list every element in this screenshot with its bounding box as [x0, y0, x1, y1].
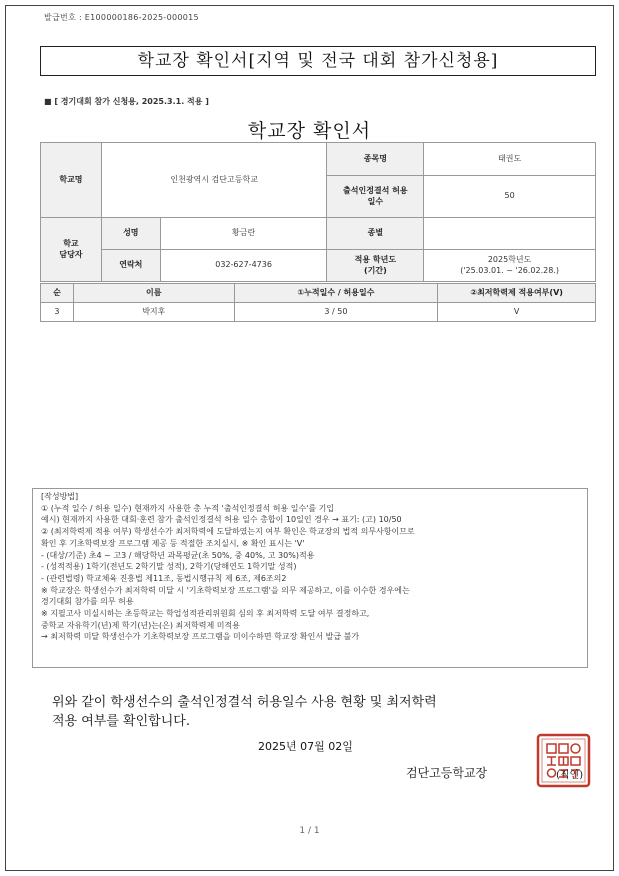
note-line: 확인 후 기초학력보장 프로그램 제공 등 적절한 조치실시, ※ 확인 표시는 'V' [41, 538, 305, 548]
section-label: ■ [ 경기대회 참가 신청용, 2025.3.1. 적용 ] [44, 97, 209, 106]
school-year-value-line1: 2025학년도 [487, 255, 532, 265]
contact-label: 연락처 [101, 250, 160, 282]
name-value: 황금란 [160, 218, 327, 250]
note-line: 경기대회 참가를 의무 허용 [41, 597, 134, 607]
note-line: - (대상/기준) 초4 ~ 고3 / 해당학년 과목평균(초 50%, 중 40%, 고 30%)적용 [41, 550, 315, 560]
allowed-days-value: 50 [424, 176, 596, 218]
event-value: 태권도 [424, 143, 596, 176]
confirmation-statement [52, 693, 437, 731]
school-year-value [424, 250, 596, 282]
note-line: ※ 학교장은 학생선수가 최저학력 미달 시 '기초학력보장 프로그램'을 의무 제공하고, 이를 이수한 경우에는 [41, 585, 410, 595]
row-no: 3 [41, 303, 74, 322]
manager-label-line2: 담당자 [59, 249, 83, 259]
school-value: 인천광역시 검단고등학교 [101, 143, 327, 218]
school-year-label-line2: (기간) [363, 265, 387, 275]
school-year-value-line2: ('25.03.01. ~ '26.02.28.) [460, 265, 559, 275]
category-label: 종별 [327, 218, 424, 250]
school-principal: 검단고등학교장 [406, 766, 488, 780]
col-header-no: 순 [41, 284, 74, 303]
school-year-label [327, 250, 424, 282]
confirmation-line-2: 적용 여부를 확인합니다. [52, 714, 190, 729]
allowed-days-label-line2: 일수 [367, 196, 384, 206]
note-line: ② (최저학력제 적용 여부) 학생선수가 최저학력에 도달하였는지 여부 확인은 학교장의 법적 의무사항이므로 [41, 527, 415, 537]
contact-value: 032-627-4736 [160, 250, 327, 282]
note-line: ※ 지필고사 미실시하는 초등학교는 학업성적관리위원회 심의 후 최저학력 도달 여부 결정하고, [41, 609, 370, 619]
table-row [41, 303, 596, 322]
col-header-days: ①누적일수 / 허용일수 [234, 284, 438, 303]
school-year-label-line1: 적용 학년도 [354, 255, 397, 265]
category-value [424, 218, 596, 250]
col-header-name: 이름 [73, 284, 234, 303]
note-line: → 최저학력 미달 학생선수가 기초학력보장 프로그램을 미이수하면 학교장 확인서 발급 불가 [41, 632, 360, 642]
school-label: 학교명 [41, 143, 102, 218]
name-label: 성명 [101, 218, 160, 250]
document-title: 학교장 확인서 [247, 120, 372, 142]
note-line: ① (누적 일수 / 허용 일수) 현재까지 사용한 총 누적 '출석인정결석 허용 일수'를 기입 [41, 503, 335, 513]
row-min-academic: V [438, 303, 596, 322]
page-number: 1 / 1 [299, 826, 320, 836]
manager-label-line1: 학교 [63, 239, 79, 249]
allowed-days-label [327, 176, 424, 218]
confirmation-line-1: 위와 같이 학생선수의 출석인정결석 허용일수 사용 현황 및 최저학력 [52, 695, 437, 710]
issue-number: 발급번호 : E100000186-2025-000015 [44, 13, 199, 22]
col-header-min-academic: ②최저학력제 적용여부(V) [438, 284, 596, 303]
allowed-days-label-line1: 출석인정결석 허용 [343, 186, 408, 196]
row-name: 박지후 [73, 303, 234, 322]
manager-label [41, 218, 102, 282]
issue-date: 2025년 07월 02일 [258, 740, 353, 753]
note-line: 예시) 현재까지 사용한 대회·훈련 참가 출석인정결석 허용 일수 총합이 10일인 경우 → 표기: (고) 10/50 [41, 515, 402, 525]
seal-suffix: (직인) [556, 770, 584, 781]
note-line: [작성방법] [41, 492, 79, 501]
info-table [40, 142, 596, 282]
records-table [40, 283, 596, 322]
row-days: 3 / 50 [234, 303, 438, 322]
note-line: - (관련법령) 학교체육 진흥법 제11조, 동법시행규칙 제 6조, 제6조의2 [41, 573, 287, 583]
instructions-box [32, 488, 588, 668]
note-line: - (성적적용) 1학기(전년도 2학기말 성적), 2학기(당해연도 1학기말 성적) [41, 562, 297, 572]
main-title: 학교장 확인서[지역 및 전국 대회 참가신청용] [40, 46, 596, 76]
note-line: 중학교 자유학기(년)제 학기(년)는(은) 최저학력제 미적용 [41, 620, 240, 630]
event-label: 종목명 [327, 143, 424, 176]
